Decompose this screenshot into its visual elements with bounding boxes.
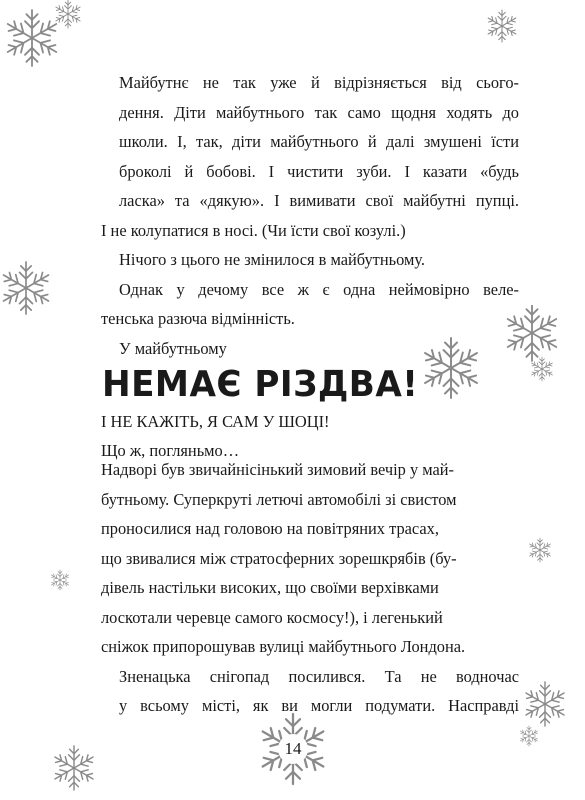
text-line: Однак у дечому все ж є одна неймовірно веле- — [119, 279, 519, 299]
text-line: сніжок припорошував вулиці майбутнього Лондона. — [101, 637, 466, 656]
paragraph — [101, 68, 519, 216]
text-line: що звивалися між стратосферних зорешкрябів (бу- — [101, 548, 457, 568]
intro-text — [101, 68, 519, 466]
story-text — [101, 455, 519, 721]
page-number: 14 — [284, 739, 302, 758]
text-line: дення. Діти майбутнього так само щодня ходять до — [119, 102, 519, 122]
snowflake-icon — [40, 560, 80, 600]
text-line: І не колупатися в носі. (Чи їсти свої козулі.) — [101, 220, 406, 240]
text-line: Зненацька снігопад посилився. Та не водночас — [119, 666, 519, 686]
text-line: Надворі був звичайнісінький зимовий вечір у май- — [101, 460, 454, 479]
snowflake-icon — [480, 0, 540, 55]
text-line: тенська разюча відмінність. — [101, 309, 295, 328]
paragraph — [101, 245, 519, 275]
text-line: дівель настільки високих, що своїми верхівками — [101, 578, 439, 597]
text-line: проносилися над головою на повітряних трасах, — [101, 519, 439, 538]
lets-see-text: Що ж, погляньмо… — [101, 441, 240, 460]
in-future-text: У майбутньому — [119, 338, 227, 358]
paragraph — [101, 216, 519, 246]
snowflake-icon — [50, 740, 100, 800]
text-line: лоскотали черевце самого космосу!), і легенький — [101, 607, 443, 627]
text-line: школи. І, так, діти майбутнього й далі змушені їсти — [119, 132, 519, 151]
paragraph — [101, 304, 519, 334]
text-line: ласка» та «дякую». І вимивати свої майбутні пупці. — [119, 191, 519, 210]
text-line: Нічого з цього не змінилося в майбутньому. — [119, 250, 425, 269]
text-line: Майбутнє не так уже й відрізняється від сього- — [119, 73, 519, 92]
snowflake-icon — [515, 670, 575, 750]
text-line: бутньому. Суперкруті летючі автомобілі зі свистом — [101, 489, 457, 509]
headline: НЕМАЄ РІЗДВА! — [102, 364, 419, 405]
text-line: у всьому місті, як ви могли подумати. Насправді — [119, 696, 519, 715]
snowflake-icon — [520, 530, 560, 570]
text-line: броколі й бобові. І чистити зуби. І казати «будь — [119, 161, 519, 181]
shocked-text: І НЕ КАЖІТЬ, Я САМ У ШОЦІ! — [101, 412, 330, 431]
page-number-badge — [268, 724, 318, 774]
paragraph — [101, 275, 519, 305]
snowflake-icon — [0, 0, 90, 80]
snowflake-icon — [0, 258, 60, 328]
paragraph — [101, 455, 519, 662]
